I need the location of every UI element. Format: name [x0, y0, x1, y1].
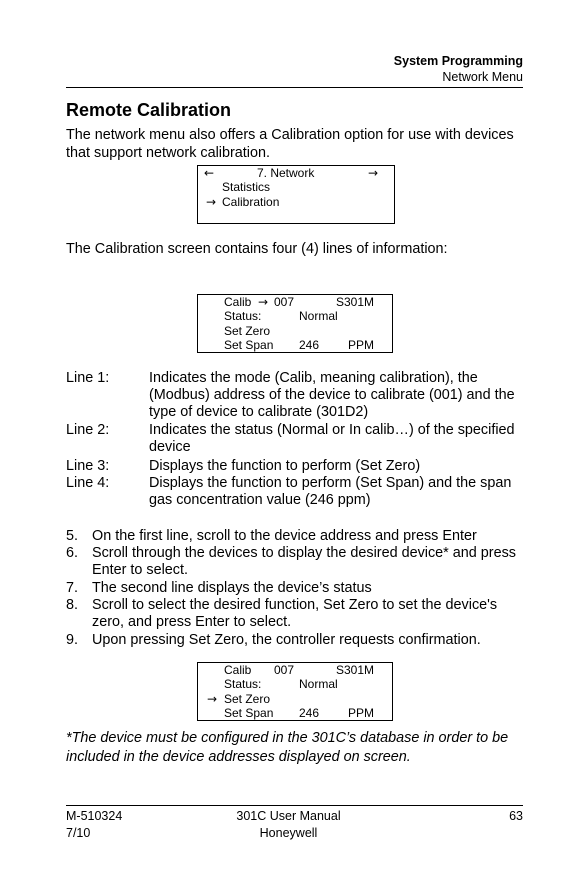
line-4-term: Line 4:: [66, 475, 110, 491]
footer-manual-title: 301C User Manual: [236, 809, 341, 823]
line-3-term: Line 3:: [66, 458, 110, 474]
steps-list: [66, 528, 532, 653]
selection-arrow-icon: →: [258, 295, 269, 309]
line-definitions: [66, 370, 532, 510]
header-section: System Programming: [393, 54, 523, 68]
page-title: Remote Calibration: [66, 100, 232, 120]
calibration-screen-1: [197, 294, 393, 353]
set-span-label: Set Span: [224, 706, 274, 720]
device-type: S301M: [336, 295, 375, 309]
calibration-screen-2: [197, 662, 393, 721]
network-menu-title: 7. Network: [257, 166, 315, 180]
step-text: Scroll to select the desired function, Set Zero to set the device's zero, and press Enter to select.: [92, 597, 498, 630]
line-1-term: Line 1:: [66, 370, 110, 386]
step-text: The second line displays the device’s status: [92, 580, 372, 596]
selection-arrow-icon: →: [206, 195, 217, 209]
status-value: Normal: [299, 677, 338, 691]
set-span-label: Set Span: [224, 338, 274, 352]
menu-item-calibration: Calibration: [222, 195, 280, 209]
step-text: Upon pressing Set Zero, the controller requests confirmation.: [92, 632, 481, 648]
device-address: 007: [274, 295, 295, 309]
span-unit: PPM: [348, 706, 375, 720]
footer-rule: [66, 805, 523, 806]
span-value: 246: [299, 338, 320, 352]
footer-date: 7/10: [66, 826, 91, 840]
line-4-desc: Displays the function to perform (Set Span) and the span gas concentration value (246 ppm): [149, 475, 512, 508]
intro-paragraph: The network menu also offers a Calibration option for use with devices that support network calibration.: [66, 127, 514, 161]
status-value: Normal: [299, 309, 338, 323]
status-label: Status:: [224, 677, 262, 691]
network-menu-screen: [197, 165, 395, 224]
footer-doc-number: M-510324: [66, 809, 123, 823]
step-text: Scroll through the devices to display the desired device* and press Enter to select.: [92, 545, 516, 578]
page-number: 63: [509, 809, 523, 823]
status-label: Status:: [224, 309, 262, 323]
arrow-right-icon: →: [368, 166, 379, 180]
menu-item-statistics: Statistics: [222, 180, 271, 194]
footer-company: Honeywell: [259, 826, 318, 840]
footnote: *The device must be configured in the 301C’s database in order to be included in the device addresses displayed on screen.: [66, 730, 509, 765]
set-zero-label: Set Zero: [224, 692, 271, 706]
device-address: 007: [274, 663, 295, 677]
calib-label: Calib: [224, 295, 252, 309]
step-number: 6.: [66, 545, 79, 561]
header-rule: [66, 87, 523, 88]
arrow-left-icon: ←: [204, 166, 215, 180]
step-number: 9.: [66, 632, 79, 648]
line-2-desc: Indicates the status (Normal or In calib…) of the specified device: [149, 422, 515, 455]
calibration-intro: The Calibration screen contains four (4) lines of information:: [66, 241, 448, 257]
header-subsection: Network Menu: [442, 70, 523, 84]
span-value: 246: [299, 706, 320, 720]
line-1-desc: Indicates the mode (Calib, meaning calibration), the (Modbus) address of the device to calibrate (001) and the type of device to calibrate (301D2): [149, 370, 515, 420]
line-2-term: Line 2:: [66, 422, 110, 438]
step-number: 7.: [66, 580, 79, 596]
calib-label: Calib: [224, 663, 252, 677]
step-number: 5.: [66, 528, 79, 544]
set-zero-label: Set Zero: [224, 324, 271, 338]
step-text: On the first line, scroll to the device address and press Enter: [92, 528, 477, 544]
selection-arrow-icon: →: [207, 692, 218, 706]
span-unit: PPM: [348, 338, 375, 352]
step-number: 8.: [66, 597, 79, 613]
device-type: S301M: [336, 663, 375, 677]
line-3-desc: Displays the function to perform (Set Zero): [149, 458, 421, 474]
